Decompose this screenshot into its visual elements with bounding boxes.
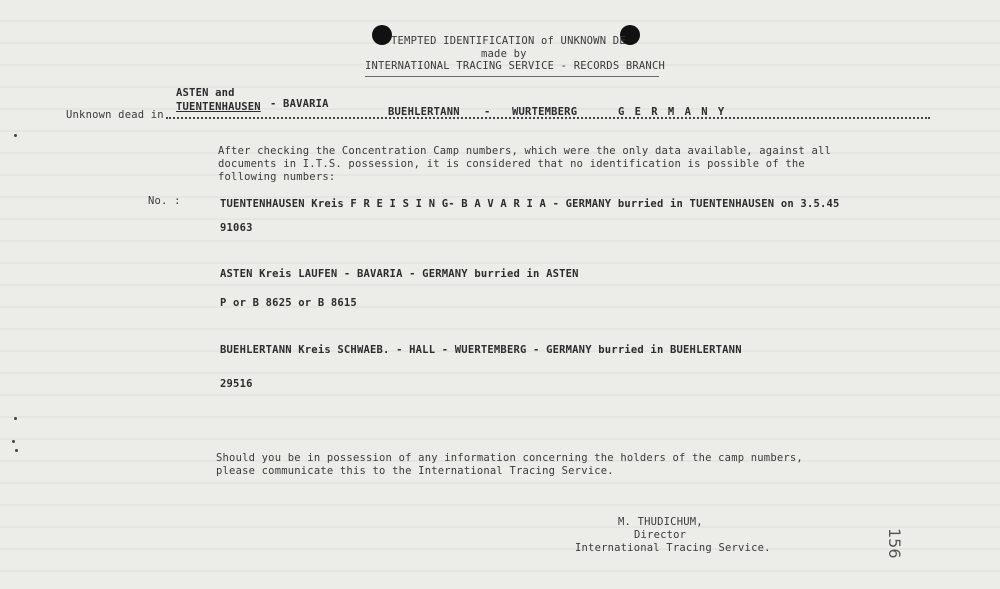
header-title: TEMPTED IDENTIFICATION of UNKNOWN DE: [391, 35, 626, 47]
signature-name: M. THUDICHUM,: [618, 516, 703, 528]
place1-line2: TUENTENHAUSEN: [176, 101, 261, 113]
unknown-dead-label: Unknown dead in: [66, 109, 164, 121]
entry-3-numbers: 29516: [220, 378, 253, 390]
signature-title: Director: [634, 529, 687, 541]
header-org: INTERNATIONAL TRACING SERVICE - RECORDS BRANCH: [365, 60, 665, 72]
place1-region: - BAVARIA: [270, 98, 329, 110]
dotted-fill-line: [166, 117, 930, 119]
header-underline: [365, 76, 659, 77]
intro-line-1: After checking the Concentration Camp numbers, which were the only data available, against all: [218, 145, 832, 157]
closing-line-1: Should you be in possession of any information concerning the holders of the camp numbers,: [216, 452, 803, 464]
margin-mark: [12, 440, 15, 443]
punch-hole-left: [372, 25, 392, 45]
place-dash: -: [484, 106, 491, 118]
margin-mark: [15, 449, 18, 452]
place1-line1: ASTEN and: [176, 87, 235, 99]
entry-2-location: ASTEN Kreis LAUFEN - BAVARIA - GERMANY burried in ASTEN: [220, 268, 579, 280]
place2: BUEHLERTANN: [388, 106, 460, 118]
intro-line-3: following numbers:: [218, 171, 336, 183]
entry-1-numbers: 91063: [220, 222, 253, 234]
signature-org: International Tracing Service.: [575, 542, 771, 554]
closing-line-2: please communicate this to the International Tracing Service.: [216, 465, 614, 477]
page-number: 156: [885, 528, 904, 559]
entry-2-numbers: P or B 8625 or B 8615: [220, 297, 357, 309]
margin-mark: [14, 134, 17, 137]
numbers-label: No. :: [148, 195, 181, 207]
header-made-by: made by: [481, 48, 527, 60]
entry-1-location: TUENTENHAUSEN Kreis F R E I S I N G- B A V A R I A - GERMANY burried in TUENTENHAUSEN on 3.5.45: [220, 198, 840, 210]
entry-3-location: BUEHLERTANN Kreis SCHWAEB. - HALL - WUERTEMBERG - GERMANY burried in BUEHLERTANN: [220, 344, 742, 356]
margin-mark: [14, 417, 17, 420]
intro-line-2: documents in I.T.S. possession, it is considered that no identification is possible of the: [218, 158, 805, 170]
country: G E R M A N Y: [618, 106, 727, 118]
place2-region: WURTEMBERG: [512, 106, 578, 118]
